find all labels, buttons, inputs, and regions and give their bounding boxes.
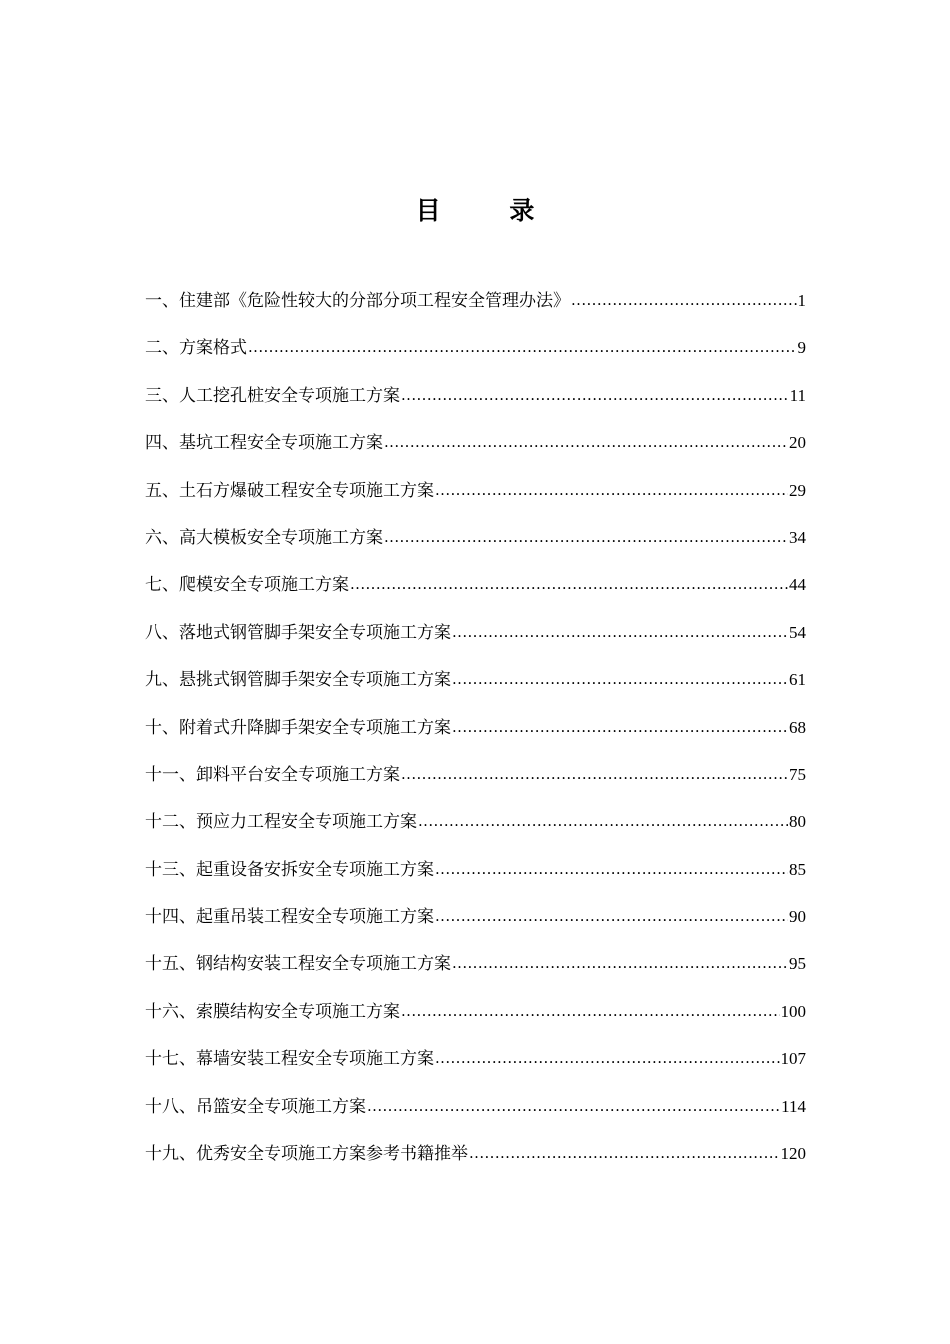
- toc-entry-label: 十八、吊篮安全专项施工方案: [145, 1096, 366, 1117]
- toc-entry-page-number: 120: [780, 1144, 806, 1164]
- toc-entry[interactable]: [145, 853, 806, 900]
- toc-entry-label: 六、高大模板安全专项施工方案: [145, 527, 383, 548]
- toc-entry-page-number: 107: [780, 1049, 806, 1069]
- toc-entry-label: 四、基坑工程安全专项施工方案: [145, 433, 383, 454]
- toc-entry-page-number: 68: [789, 717, 806, 737]
- toc-entry-label: 十、附着式升降脚手架安全专项施工方案: [145, 717, 451, 738]
- toc-dot-leader: [350, 567, 788, 601]
- toc-dot-leader: [435, 473, 788, 507]
- toc-entry[interactable]: [145, 758, 806, 805]
- toc-entry-page-number: 11: [789, 385, 806, 405]
- toc-entry-page-number: 100: [780, 1001, 806, 1021]
- toc-entry-page-number: 1: [797, 291, 806, 310]
- toc-dot-leader: [384, 520, 788, 554]
- toc-entry-label: 三、人工挖孔桩安全专项施工方案: [145, 385, 400, 406]
- toc-dot-leader: [452, 946, 788, 980]
- toc-entry-label: 十七、幕墙安装工程安全专项施工方案: [145, 1049, 434, 1070]
- toc-entry-label: 二、方案格式: [145, 338, 247, 359]
- toc-entry-label: 十一、卸料平台安全专项施工方案: [145, 764, 400, 785]
- toc-entry[interactable]: [145, 616, 806, 663]
- toc-dot-leader: [571, 283, 797, 317]
- toc-entry-label: 十四、起重吊装工程安全专项施工方案: [145, 907, 434, 928]
- toc-dot-leader: [384, 425, 788, 459]
- toc-dot-leader: [401, 378, 789, 412]
- toc-entry[interactable]: [145, 521, 806, 568]
- toc-entry[interactable]: [145, 426, 806, 473]
- toc-title: 目 录: [415, 196, 565, 225]
- toc-entry-page-number: 95: [789, 954, 806, 974]
- toc-entry-label: 一、住建部《危险性较大的分部分项工程安全管理办法》: [145, 291, 570, 311]
- toc-entry[interactable]: [145, 900, 806, 947]
- toc-dot-leader: [452, 615, 788, 649]
- toc-entry[interactable]: [145, 663, 806, 710]
- toc-dot-leader: [401, 757, 788, 791]
- toc-entry-label: 十九、优秀安全专项施工方案参考书籍推举: [145, 1144, 468, 1165]
- toc-entry[interactable]: [145, 1090, 806, 1137]
- toc-entry-page-number: 20: [789, 433, 806, 453]
- toc-entry-label: 十五、钢结构安装工程安全专项施工方案: [145, 954, 451, 975]
- toc-entry[interactable]: [145, 711, 806, 758]
- toc-entry-label: 十三、起重设备安拆安全专项施工方案: [145, 859, 434, 880]
- toc-entry[interactable]: [145, 284, 806, 331]
- toc-dot-leader: [435, 899, 788, 933]
- toc-dot-leader: [435, 852, 788, 886]
- toc-entry[interactable]: [145, 568, 806, 615]
- toc-entry[interactable]: [145, 1042, 806, 1089]
- toc-entry-page-number: 61: [789, 670, 806, 690]
- toc-entry[interactable]: [145, 474, 806, 521]
- toc-entry-page-number: 90: [789, 907, 806, 927]
- toc-dot-leader: [452, 710, 788, 744]
- toc-entry-label: 八、落地式钢管脚手架安全专项施工方案: [145, 622, 451, 643]
- toc-dot-leader: [418, 804, 788, 838]
- toc-entry-page-number: 85: [789, 859, 806, 879]
- toc-dot-leader: [367, 1089, 780, 1123]
- toc-entry-label: 十六、索膜结构安全专项施工方案: [145, 1001, 400, 1022]
- toc-entry-page-number: 29: [789, 480, 806, 500]
- toc-dot-leader: [435, 1041, 780, 1075]
- toc-entry[interactable]: [145, 331, 806, 378]
- toc-entry[interactable]: [145, 995, 806, 1042]
- toc-entry-label: 五、土石方爆破工程安全专项施工方案: [145, 480, 434, 501]
- toc-dot-leader: [248, 330, 797, 364]
- toc-dot-leader: [401, 994, 780, 1028]
- toc-dot-leader: [452, 662, 788, 696]
- toc-entry-page-number: 75: [789, 764, 806, 784]
- toc-entry-label: 七、爬模安全专项施工方案: [145, 575, 349, 596]
- toc-entry[interactable]: [145, 379, 806, 426]
- toc-entry-page-number: 44: [789, 575, 806, 595]
- toc-entry-page-number: 114: [781, 1096, 806, 1116]
- toc-list: [145, 284, 806, 1184]
- toc-entry-label: 九、悬挑式钢管脚手架安全专项施工方案: [145, 670, 451, 691]
- toc-entry[interactable]: [145, 947, 806, 994]
- toc-entry[interactable]: [145, 1137, 806, 1184]
- toc-dot-leader: [469, 1136, 780, 1170]
- toc-entry-page-number: 9: [797, 338, 806, 358]
- toc-entry[interactable]: [145, 805, 806, 852]
- toc-entry-page-number: 80: [789, 812, 806, 832]
- toc-entry-label: 十二、预应力工程安全专项施工方案: [145, 812, 417, 833]
- toc-entry-page-number: 34: [789, 527, 806, 547]
- toc-entry-page-number: 54: [789, 622, 806, 642]
